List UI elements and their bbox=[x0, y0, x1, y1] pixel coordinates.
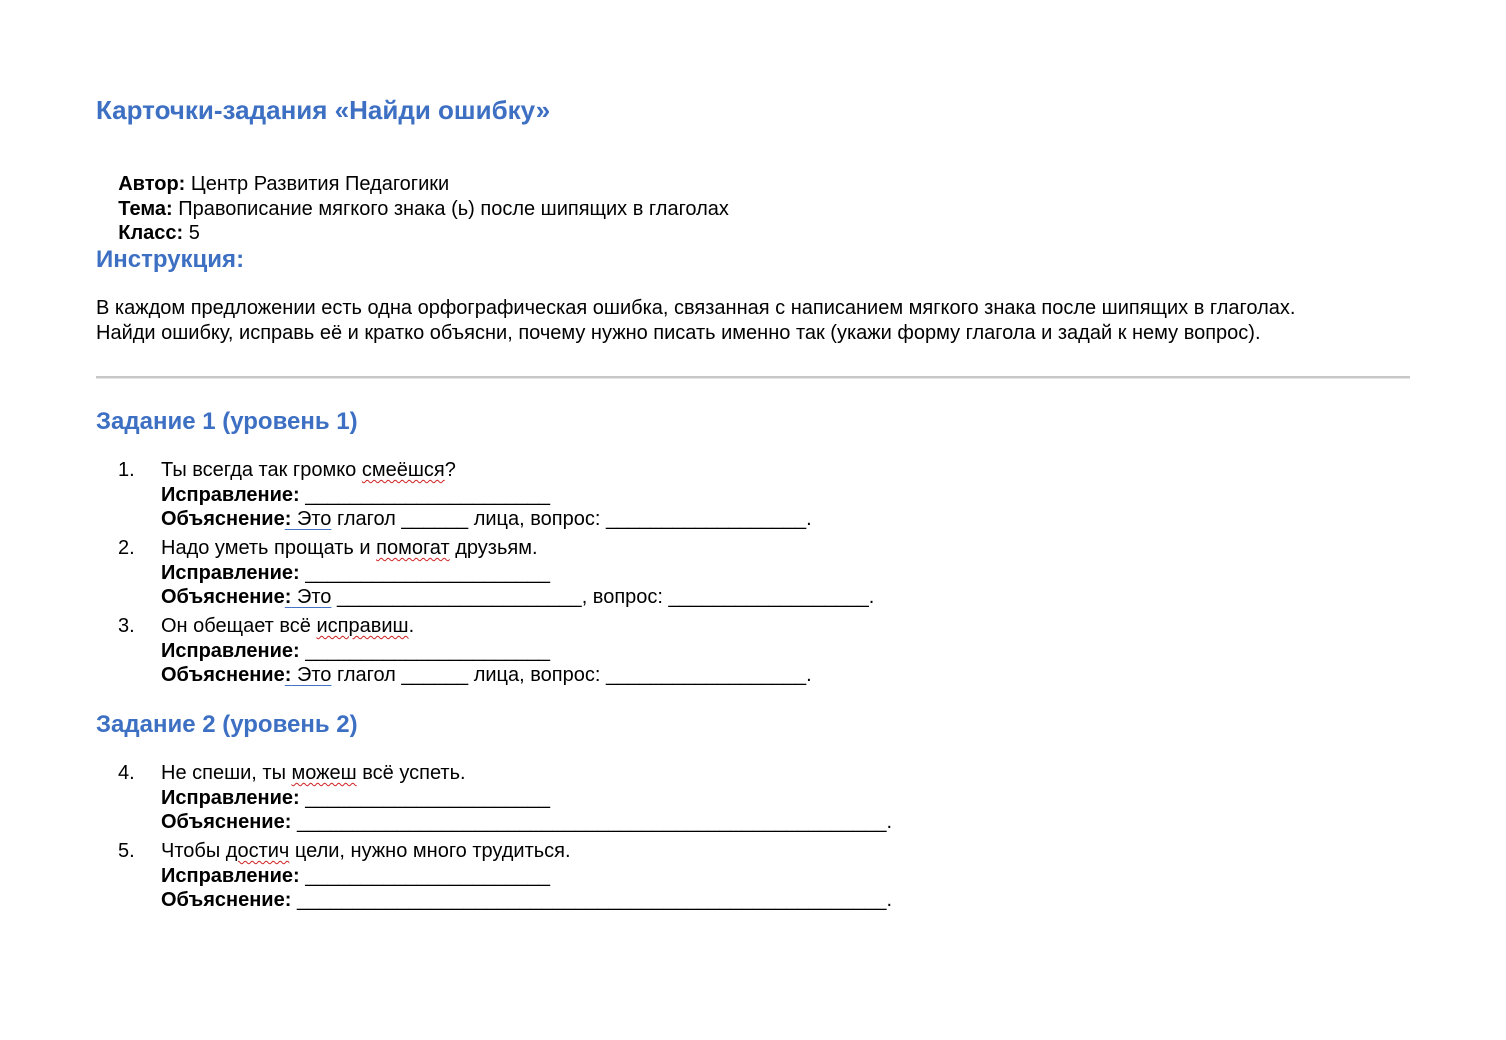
sentence-after: друзьям. bbox=[449, 537, 538, 559]
explanation-colon: : bbox=[284, 664, 292, 686]
correction-label: Исправление: bbox=[161, 484, 300, 506]
sentence-after: . bbox=[408, 615, 415, 637]
explanation-colon: : bbox=[284, 889, 292, 911]
correction-row bbox=[161, 639, 550, 663]
item-number: 3. bbox=[118, 615, 135, 637]
correction-label: Исправление: bbox=[161, 865, 300, 887]
explanation-comma-question: , вопрос: bbox=[581, 586, 669, 608]
meta-topic-value: Правописание мягкого знака (ь) после шипящих в глаголах bbox=[172, 198, 729, 220]
item-number: 2. bbox=[118, 537, 135, 559]
explanation-label: Объяснение bbox=[161, 811, 285, 833]
explanation-row bbox=[161, 888, 892, 912]
explanation-verb: глагол bbox=[331, 664, 402, 686]
item-number: 1. bbox=[118, 459, 135, 481]
task-1-heading: Задание 1 (уровень 1) bbox=[96, 408, 358, 435]
correction-blank[interactable]: ______________________ bbox=[305, 562, 550, 584]
question-blank[interactable]: __________________ bbox=[605, 664, 807, 686]
explanation-period: . bbox=[806, 508, 812, 530]
correction-blank[interactable]: ______________________ bbox=[305, 787, 550, 809]
explanation-this: Это bbox=[296, 664, 332, 686]
misspelled-word: исправиш bbox=[316, 615, 409, 637]
correction-row bbox=[161, 786, 550, 810]
correction-label: Исправление: bbox=[161, 562, 300, 584]
correction-row bbox=[161, 483, 550, 507]
sentence-after: всё успеть. bbox=[356, 762, 466, 784]
sentence-before: Надо уметь прощать и bbox=[161, 537, 377, 559]
explanation-row bbox=[161, 810, 892, 834]
explanation-period: . bbox=[868, 586, 875, 608]
question-blank[interactable]: __________________ bbox=[605, 508, 807, 530]
correction-blank[interactable]: ______________________ bbox=[305, 640, 550, 662]
sentence-before: Не спеши, ты bbox=[161, 762, 292, 784]
instruction-line-2: Найди ошибку, исправь её и кратко объясни, почему нужно писать именно так (укажи форму глагола и задай к нему вопрос). bbox=[96, 322, 1261, 344]
explanation-person-question: лица, вопрос: bbox=[468, 664, 606, 686]
correction-row bbox=[161, 561, 550, 585]
explanation-period: . bbox=[886, 889, 893, 911]
explanation-label: Объяснение bbox=[161, 508, 285, 530]
misspelled-word: достич bbox=[225, 840, 290, 862]
item-number: 4. bbox=[118, 762, 135, 784]
correction-blank[interactable]: ______________________ bbox=[305, 865, 550, 887]
explanation-person-question: лица, вопрос: bbox=[468, 508, 606, 530]
explanation-colon: : bbox=[284, 586, 292, 608]
misspelled-word: смеёшся bbox=[361, 459, 445, 481]
instruction-line-1: В каждом предложении есть одна орфографическая ошибка, связанная с написанием мягкого знака после шипящих в глаголах. bbox=[96, 297, 1296, 319]
meta-topic-label: Тема: bbox=[118, 198, 173, 220]
meta-grade-value: 5 bbox=[183, 222, 200, 244]
meta-author-value: Центр Развития Педагогики bbox=[185, 173, 450, 195]
misspelled-word: можеш bbox=[291, 762, 357, 784]
explanation-this: Это bbox=[296, 508, 332, 530]
instruction-heading: Инструкция: bbox=[96, 246, 245, 273]
explanation-label: Объяснение bbox=[161, 664, 285, 686]
correction-blank[interactable]: ______________________ bbox=[305, 484, 550, 506]
form-blank[interactable]: ______________________ bbox=[336, 586, 582, 608]
explanation-label: Объяснение bbox=[161, 889, 285, 911]
explanation-colon: : bbox=[284, 811, 292, 833]
sentence-before: Ты всегда так громко bbox=[161, 459, 362, 481]
explanation-colon: : bbox=[284, 508, 292, 530]
explanation-period: . bbox=[806, 664, 812, 686]
item-sentence bbox=[161, 761, 466, 785]
sentence-before: Он обещает всё bbox=[161, 615, 317, 637]
explanation-period: . bbox=[886, 811, 893, 833]
sentence-after: цели, нужно много трудиться. bbox=[289, 840, 571, 862]
misspelled-word: помогат bbox=[376, 537, 450, 559]
item-number: 5. bbox=[118, 840, 135, 862]
item-sentence bbox=[161, 614, 414, 638]
meta-author-label: Автор: bbox=[118, 173, 186, 195]
explanation-blank[interactable]: _____________________________________________________ bbox=[296, 811, 887, 833]
explanation-row bbox=[161, 507, 812, 531]
item-sentence bbox=[161, 458, 456, 482]
person-blank[interactable]: ______ bbox=[401, 508, 469, 530]
explanation-row bbox=[161, 663, 812, 687]
correction-label: Исправление: bbox=[161, 640, 300, 662]
item-sentence bbox=[161, 839, 571, 863]
sentence-before: Чтобы bbox=[161, 840, 226, 862]
explanation-this: Это bbox=[296, 586, 332, 608]
question-blank[interactable]: __________________ bbox=[668, 586, 869, 608]
person-blank[interactable]: ______ bbox=[401, 664, 469, 686]
explanation-blank[interactable]: _____________________________________________________ bbox=[296, 889, 887, 911]
item-sentence bbox=[161, 536, 538, 560]
explanation-label: Объяснение bbox=[161, 586, 285, 608]
explanation-verb: глагол bbox=[331, 508, 402, 530]
sentence-after: ? bbox=[444, 459, 456, 481]
correction-label: Исправление: bbox=[161, 787, 300, 809]
explanation-row bbox=[161, 585, 874, 609]
meta-grade-label: Класс: bbox=[118, 222, 184, 244]
task-2-heading: Задание 2 (уровень 2) bbox=[96, 711, 358, 738]
correction-row bbox=[161, 864, 550, 888]
section-divider bbox=[96, 376, 1410, 379]
document-title: Карточки-задания «Найди ошибку» bbox=[96, 95, 551, 125]
